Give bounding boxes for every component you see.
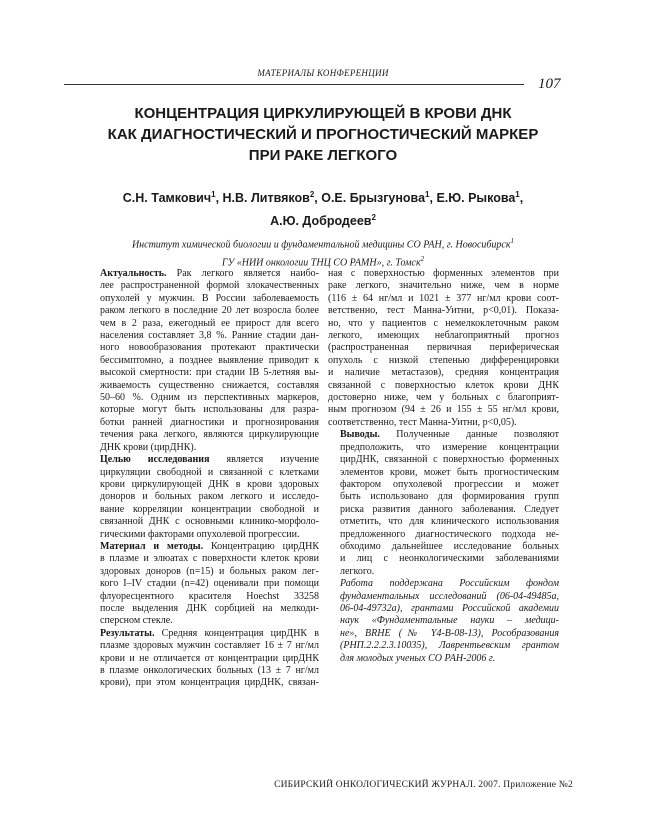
author-name: Е.Ю. Рыкова (436, 191, 516, 206)
left-column (88, 268, 319, 690)
title-line: КАК ДИАГНОСТИЧЕСКИЙ И ПРОГНОСТИЧЕСКИЙ МАРКЕР (107, 126, 539, 143)
author-affil-marker: 1 (515, 190, 520, 199)
title-line: КОНЦЕНТРАЦИЯ ЦИРКУЛИРУЮЩЕЙ В КРОВИ ДНК (134, 105, 512, 122)
affiliation: ГУ «НИИ онкологии ТНЦ СО РАМН», г. Томск$^2$ (221, 255, 425, 269)
journal-footer: СИБИРСКИЙ ОНКОЛОГИЧЕСКИЙ ЖУРНАЛ. 2007. Приложение №2 (274, 780, 573, 790)
author-affil-marker: 1 (211, 190, 216, 199)
author-list (40, 185, 606, 231)
section-label: Результаты. (100, 627, 155, 639)
page-number: 107 (538, 76, 561, 92)
title-line: ПРИ РАКЕ ЛЕГКОГО (248, 147, 398, 164)
paragraph-results-continued: ная с поверхностью форменных элементов при раке легкого, значительно ниже, чем в норме (116 ± 64 нг/мл и 1021 ± 377 нг/мл крови соот- ветственно, тест Манна-Уитни, p<0,01). Показа- но, что у пациентов с немелкоклеточным раком легкого, имеющих неблагоприятный прогноз (распространенная первичная периферическая опухоль с низкой степенью дифференцировки и наличие метастазов), средняя концентрация связанной с поверхностью клеток крови ДНК достоверно ниже, чем у больных с благоприят- ным прогнозом (94 ± 26 и 155 ± 55 нг/мл крови, соответственно, тест Манна-Уитни, p<0,05). (328, 268, 559, 428)
paragraph-methods: Материал и методы. Концентрацию цирДНК в плазме и элюатах с поверхности клеток крови здоровых доноров (n=15) и больных раком лег- кого I–IV стадии (n=42) оценивали при помощи флуоресцентного красителя Hoechst 33258 после выделения ДНК сорбцией на мелкоди- сперсном стекле. (100, 540, 320, 627)
section-label: Целью исследования (100, 454, 210, 466)
affiliations (40, 234, 606, 271)
author-name: О.Е. Брызгунова (321, 191, 426, 206)
author-name: Н.В. Литвяков (222, 191, 310, 206)
author-line: С.Н. Тамкович$^1$, Н.В. Литвяков$^2$, О.Е. Брызгунова$^1$, Е.Ю. Рыкова$^1$, (122, 190, 524, 206)
header-rule (64, 84, 524, 85)
author-affil-marker: 1 (425, 190, 430, 199)
author-name: А.Ю. Добродеев (270, 214, 372, 229)
paragraph-results: Результаты. Средняя концентрация цирДНК в плазме здоровых мужчин составляет 16 ± 7 нг/мл крови и не отличается от концентрации цирДНК в плазме онкологических больных (13 ± 7 нг/мл крови), при этом концентрация цирДНК, связан- (100, 627, 319, 689)
affiliation: Институт химической биологии и фундаментальной медицины СО РАН, г. Новосибирск$^1$ (131, 237, 515, 251)
article-title (40, 103, 606, 166)
section-label: Выводы. (340, 429, 380, 441)
paragraph-funding: Работа поддержана Российским фондом фундаментальных исследований (06-04-49485а, 06-04-49732а), грантами Российской академии наук «Фундаментальные науки – медици- не», BRHE (№ Y4-B-08-13), Рособразования (РНП.2.2.2.3.10035), Лаврентьевским грантом для молодых ученых СО РАН-2006 г. (340, 578, 559, 664)
paragraph-conclusions: Выводы. Полученные данные позволяют предположить, что измерение концентрации цирДНК, связанной с поверхностью форменных элементов крови, может быть прогностическим фактором опухолевой прогрессии и может быть использовано для формирования групп риска развития данного заболевания. Следует отметить, что для клинического использования предложенного диагностического подхода не- обходимо дальнейшее исследование больных и лиц с неонкологическими заболеваниями легкого. (340, 429, 559, 577)
paragraph-aim: Целью исследования является изучение циркуляции свободной и связанной с клетками крови циркулирующей ДНК в крови здоровых доноров и больных раком легкого и исследо- вание корреляции концентрации свободной и связанной ДНК с основными клинико-морфоло- гическими факторами опухолевой прогрессии. (100, 454, 319, 540)
running-header-section: МАТЕРИАЛЫ КОНФЕРЕНЦИИ (257, 68, 389, 78)
section-label: Актуальность. (100, 268, 167, 279)
right-column (328, 268, 559, 665)
author-name: С.Н. Тамкович (122, 191, 212, 206)
author-line (40, 208, 606, 231)
author-affil-marker: 2 (309, 190, 315, 199)
paragraph-relevance: Актуальность. Рак легкого является наибо- лее распространенной формой злокачественных опухолей у мужчин. В России заболеваемость раком легкого в последние 20 лет возросла более чем в 2 раза, ежегодный ее прирост для всего населения составляет 3,8 %. Ранние стадии дан- ного новообразования протекают практически бессимптомно, а позднее выявление приводит к высокой смертности: при стадии IB 5-летняя вы- живаемость существенно снижается, составляя 50–60 %. Одним из перспективных маркеров, которые могут быть использованы для разра- ботки ранней диагностики и прогнозирования течения рака легкого, являются циркулирующие ДНК крови (цирДНК). (100, 268, 319, 453)
author-affil-marker: 2 (371, 213, 376, 223)
section-label: Материал и методы. (100, 540, 204, 552)
